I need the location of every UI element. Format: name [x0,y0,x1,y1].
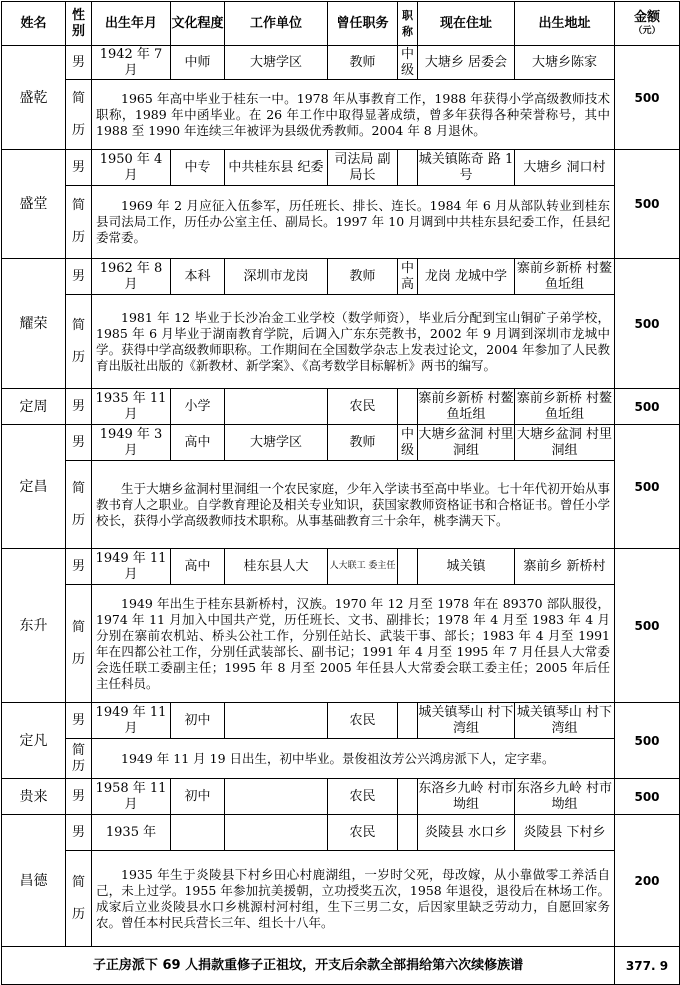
person-amount: 500 [615,46,680,150]
person-bio: 1969 年 2 月应征入伍参军，历任班长、排长、连长。1984 年 6 月从部队转业到桂东县司法局工作，历任办公室主任、副局长。1997 年 10 月调到中共桂东县纪委工作，任县纪委常委。 [92,186,615,259]
person-workplace: 桂东县人大 [225,549,328,585]
person-gender: 男 [66,779,92,815]
person-name: 定凡 [2,703,66,779]
person-post: 农民 [328,703,398,739]
person-amount: 500 [615,703,680,779]
person-education: 本科 [171,259,225,295]
person-post: 农民 [328,815,398,851]
person-name: 定昌 [2,425,66,549]
person-name: 贵来 [2,779,66,815]
person-bio: 生于大塘乡盆洞村里洞组一个农民家庭，少年入学读书至高中毕业。七十年代初开始从事教书育人之职业。自学教育理论及相关专业知识，获国家教师资格证书和合格证书。曾任小学校长，获得小学高级教师技术职称。从事基础教育三十余年，桃李满天下。 [92,461,615,549]
footer-amount: 377. 9 [615,947,680,985]
person-bio: 1935 年生于炎陵县下村乡田心村鹿湖组，一岁时父死，母改嫁，从小靠做零工养活自己，未上过学。1955 年参加抗美援朝，立功授奖五次，1958 年退役，退役后在林场工作。成家后立业炎陵县水口乡桃源村河村组，生下三男二女，后因家里缺乏劳动力，自愿回家务农。曾任本村民兵营长三年、组长十八年。 [92,851,615,947]
header-gender: 性别 [66,2,92,46]
person-post: 农民 [328,389,398,425]
person-bio-row [2,295,680,389]
person-row [2,150,680,186]
person-education: 高中 [171,549,225,585]
person-address: 寨前乡新桥 村鳌鱼坵组 [418,389,515,425]
person-education: 小学 [171,389,225,425]
person-workplace [225,815,328,851]
person-post: 司法局 副局长 [328,150,398,186]
person-gender: 男 [66,46,92,80]
person-post: 人大联工 委主任 [328,549,398,585]
person-birth: 1950 年 4 月 [92,150,171,186]
bio-label: 简 历 [66,295,92,389]
person-birth: 1949 年 11 月 [92,549,171,585]
person-address: 城关镇琴山 村下湾组 [418,703,515,739]
person-row [2,703,680,739]
person-post: 教师 [328,425,398,461]
person-workplace: 深圳市龙岗 [225,259,328,295]
header-birthplace: 出生地址 [515,2,615,46]
header-education: 文化程度 [171,2,225,46]
header-row [2,2,680,46]
person-gender: 男 [66,389,92,425]
person-workplace: 大塘学区 [225,46,328,80]
header-birth: 出生年月 [92,2,171,46]
person-bio-row [2,585,680,703]
person-amount: 500 [615,389,680,425]
person-workplace: 大塘学区 [225,425,328,461]
person-birthplace: 炎陵县 下村乡 [515,815,615,851]
person-education: 初中 [171,779,225,815]
person-bio: 1949 年 11 月 19 日出生，初中毕业。景俊祖汝芳公兴鸿房派下人，定字辈。 [92,739,615,779]
person-row [2,259,680,295]
person-name: 盛乾 [2,46,66,150]
person-title [398,389,418,425]
bio-label: 简 历 [66,851,92,947]
person-bio-row [2,739,680,779]
person-gender: 男 [66,815,92,851]
person-title: 中级 [398,46,418,80]
person-bio-row [2,80,680,150]
header-title: 职称 [398,2,418,46]
person-bio: 1981 年 12 毕业于长沙冶金工业学校（数学师资），毕业后分配到宝山铜矿子弟学校，1985 年 6 月毕业于湖南教育学院，后调入广东东莞教书，2002 年 9 月调到深圳市龙城中学。获得中学高级教师职称。工作期间在全国数学杂志上发表过论文，2004 年参加了人民教育出版社出版的《新教材、新学案》、《高考数学目标解析》两书的编写。 [92,295,615,389]
person-address: 城关镇 [418,549,515,585]
person-address: 炎陵县 水口乡 [418,815,515,851]
person-amount: 200 [615,815,680,947]
person-row [2,549,680,585]
person-education: 初中 [171,703,225,739]
bio-label: 简 历 [66,186,92,259]
header-former-post: 曾任职务 [328,2,398,46]
person-gender: 男 [66,425,92,461]
person-birth: 1942 年 7 月 [92,46,171,80]
person-workplace [225,703,328,739]
person-amount: 500 [615,549,680,703]
person-bio-row [2,461,680,549]
person-address: 城关镇陈奇 路 1 号 [418,150,515,186]
person-workplace [225,779,328,815]
person-gender: 男 [66,549,92,585]
person-address: 龙岗 龙城中学 [418,259,515,295]
person-amount: 500 [615,779,680,815]
person-title [398,815,418,851]
person-title: 中高 [398,259,418,295]
bio-label: 简 历 [66,461,92,549]
person-gender: 男 [66,259,92,295]
person-title: 中级 [398,425,418,461]
person-title [398,703,418,739]
person-gender: 男 [66,703,92,739]
person-gender: 男 [66,150,92,186]
person-workplace: 中共桂东县 纪委 [225,150,328,186]
person-post: 教师 [328,46,398,80]
person-name: 盛堂 [2,150,66,259]
person-title [398,549,418,585]
person-workplace [225,389,328,425]
person-bio: 1949 年出生于桂东县新桥村，汉族。1970 年 12 月至 1978 年在 89370 部队服役，1974 年 11 月加入中国共产党，历任班长、文书、副排长；1978 年 4 月至 1983 年 4 月分别在寨前农机站、桥头公社工作，分别任站长、武装干事、部长；1983 年 4 月至 1991 年在四都公社工作，分别任武装部长、副书记；1991 年 4 月至 1995 年 7 月任县人大常委会选任联工委副主任；1995 年 8 月至 2005 年任县人大常委会联工委主任；2005 年后任主任科员。 [92,585,615,703]
person-birth: 1949 年 3 月 [92,425,171,461]
person-row [2,779,680,815]
header-workplace: 工作单位 [225,2,328,46]
person-row [2,389,680,425]
person-amount: 500 [615,150,680,259]
bio-label: 简 历 [66,585,92,703]
header-amount-unit: （元） [633,26,661,36]
footer-row [2,947,680,985]
person-birthplace: 东洛乡九岭 村市坳组 [515,779,615,815]
person-bio-row [2,186,680,259]
bio-label: 简 历 [66,739,92,779]
header-address: 现在住址 [418,2,515,46]
donation-register-table [1,1,680,985]
person-education: 中师 [171,46,225,80]
header-name: 姓名 [2,2,66,46]
person-birthplace: 大塘乡陈家 [515,46,615,80]
person-bio: 1965 年高中毕业于桂东一中。1978 年从事教育工作，1988 年获得小学高级教师技术职称，1989 年中函毕业。在 26 年工作中取得显著成绩，曾多年获得各种荣誉称号，其中 1988 至 1990 年连续三年被评为县级优秀教师。2004 年 8 月退休。 [92,80,615,150]
person-birthplace: 大塘乡盆洞 村里洞组 [515,425,615,461]
person-birth: 1935 年 [92,815,171,851]
person-post: 农民 [328,779,398,815]
bio-label: 简 历 [66,80,92,150]
person-birthplace: 寨前乡 新桥村 [515,549,615,585]
person-name: 耀荣 [2,259,66,389]
person-address: 大塘乡 居委会 [418,46,515,80]
person-row [2,815,680,851]
person-name: 昌德 [2,815,66,947]
person-title [398,779,418,815]
header-amount [615,2,680,46]
person-birthplace: 城关镇琴山 村下湾组 [515,703,615,739]
header-amount-label: 金额 [633,10,660,25]
person-bio-row [2,851,680,947]
footer-text: 子正房派下 69 人捐款重修子正祖坟，开支后余款全部捐给第六次续修族谱 [2,947,615,985]
person-title [398,150,418,186]
person-amount: 500 [615,425,680,549]
person-birth: 1949 年 11 月 [92,703,171,739]
person-birth: 1962 年 8 月 [92,259,171,295]
person-birthplace: 大塘乡 洞口村 [515,150,615,186]
person-name: 东升 [2,549,66,703]
person-birth: 1958 年 11 月 [92,779,171,815]
person-name: 定周 [2,389,66,425]
person-education [171,815,225,851]
person-education: 高中 [171,425,225,461]
person-post: 教师 [328,259,398,295]
person-address: 大塘乡盆洞 村里洞组 [418,425,515,461]
person-education: 中专 [171,150,225,186]
person-birthplace: 寨前乡新桥 村鳌鱼坵组 [515,389,615,425]
person-birthplace: 寨前乡新桥 村鳌鱼坵组 [515,259,615,295]
person-address: 东洛乡九岭 村市坳组 [418,779,515,815]
person-amount: 500 [615,259,680,389]
person-row [2,425,680,461]
person-row [2,46,680,80]
person-birth: 1935 年 11 月 [92,389,171,425]
